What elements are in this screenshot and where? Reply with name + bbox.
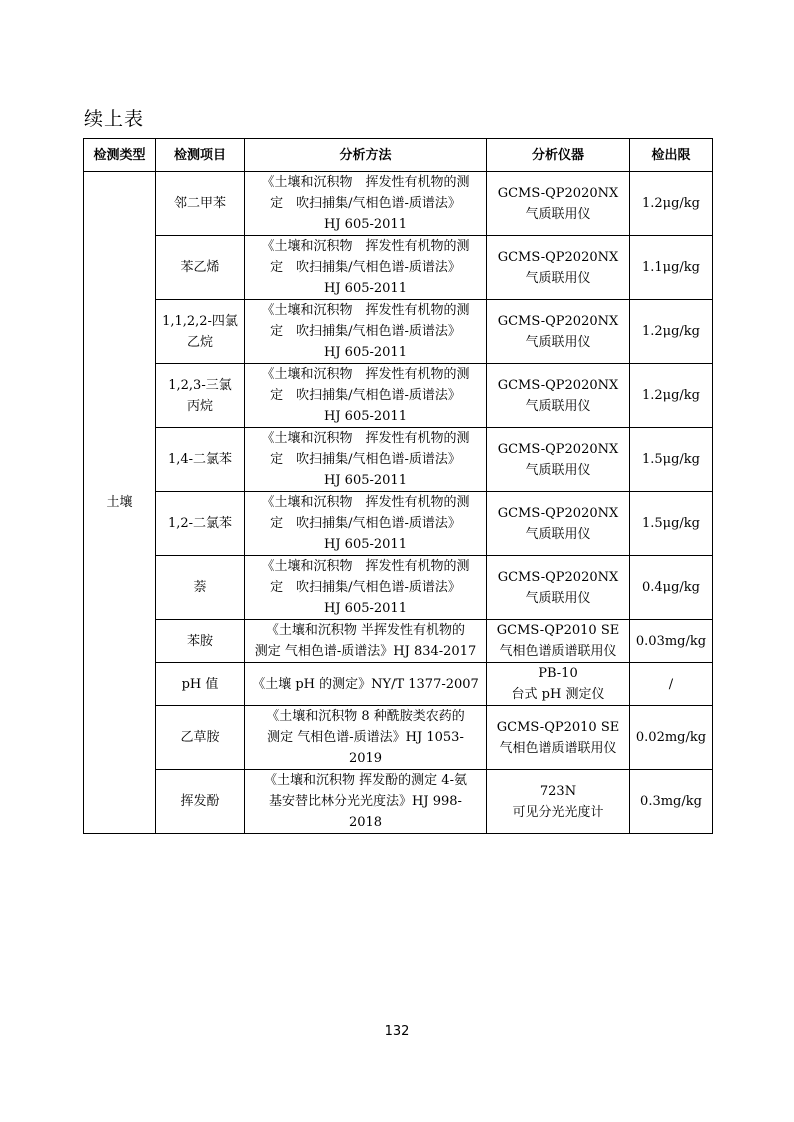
method-cell [245, 663, 487, 706]
method-cell-line: 《土壤 pH 的测定》NY/T 1377-2007 [252, 676, 479, 692]
item-cell [156, 172, 245, 236]
method-cell [245, 172, 487, 236]
instrument-cell [487, 236, 630, 300]
method-cell-line: 《土壤和沉积物 8 种酰胺类农药的 [266, 709, 465, 724]
limit-cell: 1.2μg/kg [630, 300, 713, 364]
method-cell-line: 测定 气相色谱-质谱法》HJ 834-2017 [254, 644, 477, 659]
instrument-cell-line: 可见分光光度计 [512, 804, 604, 820]
method-cell [245, 556, 487, 620]
instrument-cell [487, 620, 630, 663]
instrument-cell [487, 663, 630, 706]
instrument-cell-line: 气相色谱质谱联用仪 [499, 644, 617, 659]
method-cell-line: 《土壤和沉积物 挥发性有机物的测 [261, 367, 470, 382]
method-cell-line: 测定 气相色谱-质谱法》HJ 1053- [267, 730, 464, 745]
item-cell [156, 300, 245, 364]
method-cell-line: 定 吹扫捕集/气相色谱-质谱法》 [270, 388, 461, 403]
item-cell [156, 663, 245, 706]
method-cell-line: 《土壤和沉积物 挥发性有机物的测 [261, 303, 470, 318]
instrument-cell-line: 气质联用仪 [525, 334, 591, 350]
method-cell-line: HJ 605-2011 [324, 409, 407, 424]
instrument-cell-line: 气质联用仪 [525, 398, 591, 414]
item-cell-line: 丙烷 [186, 398, 213, 414]
table-row [84, 492, 713, 556]
table-row [84, 428, 713, 492]
method-cell-line: 定 吹扫捕集/气相色谱-质谱法》 [270, 516, 461, 531]
instrument-cell-line: PB-10 [538, 666, 578, 681]
method-cell [245, 300, 487, 364]
table-row [84, 620, 713, 663]
item-cell [156, 364, 245, 428]
limit-cell: 1.1μg/kg [630, 236, 713, 300]
item-cell [156, 620, 245, 663]
method-cell-line: HJ 605-2011 [324, 537, 407, 552]
instrument-cell-line: GCMS-QP2020NX [497, 377, 619, 393]
item-cell-line: 乙烷 [186, 334, 213, 350]
method-cell-line: HJ 605-2011 [324, 345, 407, 360]
table-row [84, 556, 713, 620]
method-cell-line: 《土壤和沉积物 挥发性有机物的测 [261, 559, 470, 574]
method-cell [245, 236, 487, 300]
method-cell-line: HJ 605-2011 [324, 473, 407, 488]
item-cell-line: 1,4-二氯苯 [167, 452, 233, 467]
method-cell-line: 定 吹扫捕集/气相色谱-质谱法》 [270, 452, 461, 467]
instrument-cell [487, 770, 630, 834]
method-cell-line: HJ 605-2011 [324, 601, 407, 616]
method-cell-line: 定 吹扫捕集/气相色谱-质谱法》 [270, 580, 461, 595]
instrument-cell-line: GCMS-QP2020NX [497, 249, 619, 265]
method-cell-line: 2019 [348, 751, 383, 766]
item-cell-line: 苯胺 [186, 633, 213, 649]
item-cell-line: 1,1,2,2-四氯 [162, 313, 238, 329]
item-cell [156, 706, 245, 770]
method-cell [245, 364, 487, 428]
continuation-title: 续上表 [84, 108, 145, 130]
method-cell-line: 《土壤和沉积物 半挥发性有机物的 [265, 623, 466, 638]
instrument-cell [487, 492, 630, 556]
method-cell-line: 《土壤和沉积物 挥发性有机物的测 [261, 431, 470, 446]
item-cell-line: 邻二甲苯 [173, 196, 226, 211]
limit-cell: / [630, 663, 713, 706]
instrument-cell-line: 台式 pH 测定仪 [511, 687, 605, 702]
instrument-cell [487, 364, 630, 428]
detection-methods-table [83, 138, 713, 834]
header-detection-limit: 检出限 [630, 139, 713, 172]
instrument-cell [487, 556, 630, 620]
method-cell-line: 定 吹扫捕集/气相色谱-质谱法》 [270, 260, 461, 275]
method-cell-line: 定 吹扫捕集/气相色谱-质谱法》 [270, 196, 461, 211]
limit-cell: 0.4μg/kg [630, 556, 713, 620]
method-cell-line: HJ 605-2011 [324, 281, 407, 296]
instrument-cell [487, 172, 630, 236]
item-cell [156, 428, 245, 492]
item-cell [156, 492, 245, 556]
table-row [84, 364, 713, 428]
method-cell-line: 定 吹扫捕集/气相色谱-质谱法》 [270, 324, 461, 339]
table-row [84, 770, 713, 834]
item-cell [156, 236, 245, 300]
method-cell [245, 706, 487, 770]
instrument-cell-line: 气质联用仪 [525, 462, 591, 478]
instrument-cell-line: GCMS-QP2020NX [497, 185, 619, 201]
limit-cell: 0.3mg/kg [630, 770, 713, 834]
instrument-cell-line: 气质联用仪 [525, 270, 591, 286]
limit-cell: 0.03mg/kg [630, 620, 713, 663]
page-number: 132 [384, 1024, 410, 1039]
item-cell-line: 乙草胺 [180, 730, 220, 745]
item-cell-line: 1,2-二氯苯 [167, 516, 233, 531]
instrument-cell-line: GCMS-QP2020NX [497, 505, 619, 521]
item-cell-line: 萘 [193, 580, 207, 595]
instrument-cell-line: 气质联用仪 [525, 590, 591, 606]
item-cell-line: 苯乙烯 [180, 260, 220, 275]
table-header-row [84, 139, 713, 172]
instrument-cell-line: GCMS-QP2010 SE [496, 623, 620, 638]
detection-type-cell: 土壤 [84, 172, 156, 834]
instrument-cell-line: 气相色谱质谱联用仪 [499, 740, 617, 756]
method-cell [245, 428, 487, 492]
header-analysis-instrument: 分析仪器 [487, 139, 630, 172]
method-cell [245, 492, 487, 556]
method-cell-line: 2018 [348, 815, 383, 830]
header-analysis-method: 分析方法 [245, 139, 487, 172]
instrument-cell [487, 428, 630, 492]
method-cell-line: 《土壤和沉积物 挥发酚的测定 4-氨 [264, 773, 467, 788]
method-cell-line: 《土壤和沉积物 挥发性有机物的测 [261, 175, 470, 190]
instrument-cell [487, 300, 630, 364]
instrument-cell-line: GCMS-QP2020NX [497, 313, 619, 329]
instrument-cell-line: 气质联用仪 [525, 206, 591, 222]
header-detection-type: 检测类型 [84, 139, 156, 172]
limit-cell: 1.2μg/kg [630, 364, 713, 428]
method-cell [245, 770, 487, 834]
method-cell-line: 基安替比林分光光度法》HJ 998- [269, 794, 462, 809]
item-cell-line: pH 值 [181, 676, 219, 692]
instrument-cell-line: GCMS-QP2020NX [497, 569, 619, 585]
instrument-cell-line: GCMS-QP2010 SE [496, 719, 620, 735]
instrument-cell-line: GCMS-QP2020NX [497, 441, 619, 457]
method-cell [245, 620, 487, 663]
header-detection-item: 检测项目 [156, 139, 245, 172]
limit-cell: 1.2μg/kg [630, 172, 713, 236]
item-cell-line: 1,2,3-三氯 [168, 377, 232, 393]
method-cell-line: 《土壤和沉积物 挥发性有机物的测 [261, 495, 470, 510]
table-row [84, 706, 713, 770]
instrument-cell [487, 706, 630, 770]
table-row [84, 300, 713, 364]
item-cell-line: 挥发酚 [180, 794, 220, 809]
instrument-cell-line: 723N [539, 783, 577, 799]
limit-cell: 0.02mg/kg [630, 706, 713, 770]
limit-cell: 1.5μg/kg [630, 492, 713, 556]
item-cell [156, 770, 245, 834]
method-cell-line: HJ 605-2011 [324, 217, 407, 232]
instrument-cell-line: 气质联用仪 [525, 526, 591, 542]
item-cell [156, 556, 245, 620]
table-row [84, 663, 713, 706]
table-row [84, 236, 713, 300]
method-cell-line: 《土壤和沉积物 挥发性有机物的测 [261, 239, 470, 254]
table-row [84, 172, 713, 236]
limit-cell: 1.5μg/kg [630, 428, 713, 492]
